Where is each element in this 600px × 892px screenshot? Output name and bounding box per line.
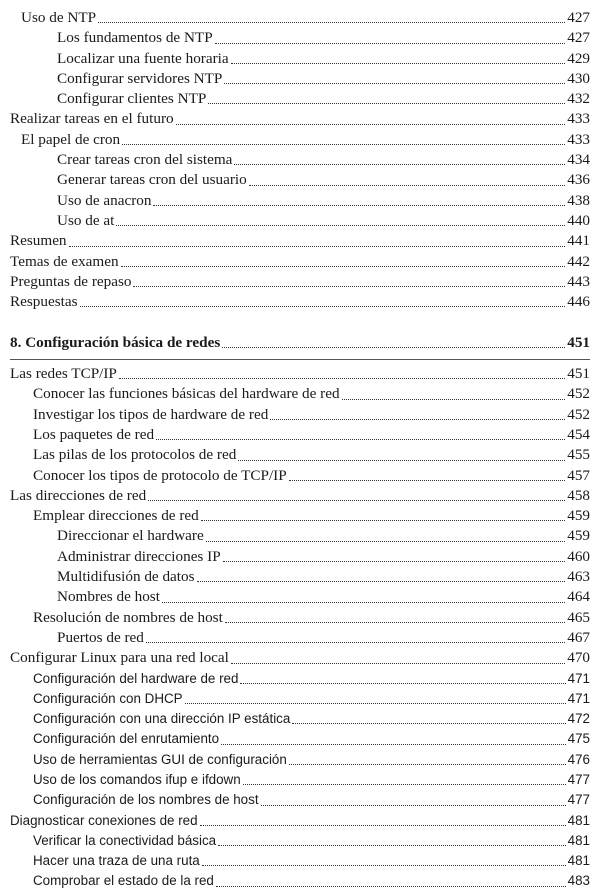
dot-leader [69, 246, 566, 247]
dot-leader [122, 144, 565, 145]
toc-entry-page-number: 460 [567, 547, 590, 565]
toc-entry [10, 69, 590, 89]
dot-leader [119, 378, 565, 379]
toc-entry [10, 648, 590, 668]
dot-leader [289, 764, 566, 765]
toc-entry-page-number: 438 [567, 191, 590, 209]
toc-entry-title: Hacer una traza de una ruta [33, 853, 200, 869]
toc-entry [10, 709, 590, 729]
dot-leader [206, 541, 565, 542]
toc-entry-title: Uso de anacron [57, 191, 152, 209]
toc-entry [10, 425, 590, 445]
dot-leader [224, 83, 565, 84]
toc-entry-title: Puertos de red [57, 628, 144, 646]
toc-entry [10, 587, 590, 607]
dot-leader [231, 663, 565, 664]
toc-entry-title: Configuración del enrutamiento [33, 731, 220, 747]
toc-entry-page-number: 442 [567, 252, 590, 270]
dot-leader [146, 642, 565, 643]
toc-entry-page-number: 452 [567, 405, 590, 423]
toc-entry-page-number: 427 [567, 29, 590, 47]
toc-entry [10, 526, 590, 546]
dot-leader [202, 865, 566, 866]
toc-entry-title: Realizar tareas en el futuro [10, 110, 174, 128]
toc-entry [10, 689, 590, 709]
dot-leader [223, 561, 566, 562]
toc-entry-title: Uso de at [57, 211, 115, 229]
toc-entry [10, 790, 590, 810]
toc-entry [10, 150, 590, 170]
dot-leader [225, 622, 565, 623]
toc-entry-title: Comprobar el estado de la red [33, 873, 214, 889]
dot-leader [201, 520, 566, 521]
toc-entry [10, 191, 590, 211]
dot-leader [162, 602, 565, 603]
toc-entry [10, 466, 590, 486]
toc-entry-page-number: 481 [567, 812, 590, 828]
toc-entry-page-number: 463 [567, 568, 590, 586]
toc-entry-title: Configurar clientes NTP [57, 90, 207, 108]
toc-entry-title: Uso de NTP [21, 9, 97, 26]
toc-entry-page-number: 440 [567, 211, 590, 229]
toc-entry-title: Las redes TCP/IP [10, 365, 117, 383]
chapter-heading [10, 333, 590, 353]
toc-entry-title: Crear tareas cron del sistema [57, 151, 233, 169]
section-gap [10, 312, 590, 332]
dot-leader [121, 266, 566, 267]
dot-leader [234, 164, 565, 165]
toc-entry-page-number: 459 [567, 527, 590, 545]
toc-entry [10, 729, 590, 749]
toc-entry-title: Resolución de nombres de host [33, 608, 223, 626]
chapter-page-number: 451 [567, 333, 590, 351]
toc-entry-title: Nombres de host [57, 588, 160, 606]
toc-entry [10, 547, 590, 567]
table-of-contents [10, 8, 590, 892]
toc-entry-page-number: 481 [567, 832, 590, 848]
toc-entry [10, 292, 590, 312]
toc-entry-page-number: 436 [567, 171, 590, 189]
toc-entry-title: Direccionar el hardware [57, 527, 204, 545]
toc-entry-page-number: 467 [567, 628, 590, 646]
toc-entry [10, 628, 590, 648]
dot-leader [240, 683, 565, 684]
toc-entry-page-number: 458 [567, 486, 590, 504]
toc-section-chapter-8 [10, 364, 590, 892]
toc-entry-title: Conocer las funciones básicas del hardware de red [33, 385, 340, 403]
dot-leader [98, 22, 565, 23]
toc-entry [10, 170, 590, 190]
toc-entry-title: Uso de los comandos ifup e ifdown [33, 771, 241, 787]
toc-entry-page-number: 430 [567, 69, 590, 87]
toc-entry-title: Multidifusión de datos [57, 568, 195, 586]
toc-entry [10, 252, 590, 272]
dot-leader [185, 703, 566, 704]
toc-entry [10, 750, 590, 770]
toc-entry-page-number: 455 [567, 446, 590, 464]
toc-entry-page-number: 477 [567, 771, 590, 787]
dot-leader [80, 306, 566, 307]
toc-entry [10, 405, 590, 425]
toc-entry-page-number: 471 [567, 690, 590, 706]
toc-entry-title: El papel de cron [21, 130, 121, 148]
toc-entry [10, 130, 590, 150]
toc-entry [10, 486, 590, 506]
dot-leader [270, 419, 565, 420]
dot-leader [133, 286, 565, 287]
toc-entry-page-number: 483 [567, 873, 590, 889]
toc-entry-title: Configurar Linux para una red local [10, 649, 229, 667]
toc-entry-title: Configuración del hardware de red [33, 670, 239, 686]
dot-leader [238, 460, 565, 461]
toc-entry-page-number: 475 [567, 731, 590, 747]
toc-entry [10, 211, 590, 231]
toc-entry [10, 231, 590, 251]
dot-leader [208, 103, 565, 104]
toc-entry-page-number: 451 [567, 365, 590, 383]
toc-entry-title: Configurar servidores NTP [57, 69, 223, 87]
toc-entry-page-number: 446 [567, 293, 590, 311]
toc-entry-title: Respuestas [10, 293, 78, 311]
toc-entry [10, 49, 590, 69]
toc-entry-title: Resumen [10, 232, 67, 250]
dot-leader [222, 347, 565, 348]
toc-entry [10, 384, 590, 404]
toc-entry-page-number: 452 [567, 385, 590, 403]
toc-entry-page-number: 481 [567, 853, 590, 869]
dot-leader [231, 63, 566, 64]
toc-entry-title: Verificar la conectividad básica [33, 832, 217, 848]
toc-entry-title: Configuración con DHCP [33, 690, 183, 706]
dot-leader [148, 500, 565, 501]
toc-entry [10, 364, 590, 384]
toc-entry-title: Generar tareas cron del usuario [57, 171, 247, 189]
toc-entry-page-number: 476 [567, 751, 590, 767]
toc-entry-page-number: 459 [567, 507, 590, 525]
dot-leader [249, 185, 565, 186]
chapter-divider [10, 359, 590, 360]
toc-entry-page-number: 432 [567, 90, 590, 108]
toc-entry-page-number: 477 [567, 792, 590, 808]
toc-entry-page-number: 464 [567, 588, 590, 606]
toc-entry [10, 851, 590, 871]
dot-leader [116, 225, 565, 226]
toc-entry-title: Preguntas de repaso [10, 272, 132, 290]
toc-entry-page-number: 427 [567, 9, 590, 26]
toc-entry-title: Diagnosticar conexiones de red [10, 812, 198, 828]
toc-entry [10, 89, 590, 109]
toc-entry-page-number: 465 [567, 608, 590, 626]
toc-entry-page-number: 433 [567, 110, 590, 128]
toc-entry-page-number: 454 [567, 425, 590, 443]
toc-entry-title: Configuración de los nombres de host [33, 792, 259, 808]
toc-entry-title: Investigar los tipos de hardware de red [33, 405, 269, 423]
toc-entry-page-number: 429 [567, 49, 590, 67]
toc-entry-title: Uso de herramientas GUI de configuración [33, 751, 287, 767]
toc-entry-title: Los fundamentos de NTP [57, 29, 213, 47]
toc-entry-page-number: 472 [567, 711, 590, 727]
toc-entry-title: Conocer los tipos de protocolo de TCP/IP [33, 466, 287, 484]
toc-entry [10, 28, 590, 48]
toc-entry-page-number: 434 [567, 151, 590, 169]
dot-leader [197, 581, 566, 582]
toc-entry [10, 608, 590, 628]
toc-entry [10, 567, 590, 587]
toc-entry-title: Emplear direcciones de red [33, 507, 199, 525]
toc-entry-page-number: 470 [567, 649, 590, 667]
toc-entry-page-number: 441 [567, 232, 590, 250]
toc-entry [10, 871, 590, 891]
toc-entry-page-number: 443 [567, 272, 590, 290]
dot-leader [342, 399, 566, 400]
dot-leader [221, 744, 566, 745]
toc-entry-title: Las direcciones de red [10, 486, 147, 504]
toc-entry-title: Administrar direcciones IP [57, 547, 221, 565]
toc-entry [10, 445, 590, 465]
dot-leader [292, 723, 565, 724]
toc-entry-title: Localizar una fuente horaria [57, 49, 229, 67]
toc-entry [10, 669, 590, 689]
dot-leader [243, 784, 566, 785]
dot-leader [176, 124, 566, 125]
toc-entry-page-number: 471 [567, 670, 590, 686]
toc-entry [10, 506, 590, 526]
toc-entry [10, 272, 590, 292]
toc-entry [10, 109, 590, 129]
toc-entry [10, 831, 590, 851]
toc-entry-title: Temas de examen [10, 252, 119, 270]
dot-leader [218, 845, 566, 846]
dot-leader [153, 205, 565, 206]
toc-entry [10, 770, 590, 790]
toc-entry [10, 8, 590, 28]
toc-entry-title: Configuración con una dirección IP estática [33, 711, 291, 727]
dot-leader [215, 43, 566, 44]
dot-leader [200, 825, 566, 826]
dot-leader [156, 439, 565, 440]
toc-section-previous-chapter [10, 8, 590, 312]
dot-leader [216, 886, 566, 887]
dot-leader [289, 480, 566, 481]
toc-entry-page-number: 457 [567, 466, 590, 484]
dot-leader [261, 805, 566, 806]
toc-entry-title: Las pilas de los protocolos de red [33, 446, 237, 464]
toc-entry-page-number: 433 [567, 130, 590, 148]
toc-entry [10, 811, 590, 831]
toc-entry-title: Los paquetes de red [33, 425, 155, 443]
chapter-title: 8. Configuración básica de redes [10, 333, 221, 351]
